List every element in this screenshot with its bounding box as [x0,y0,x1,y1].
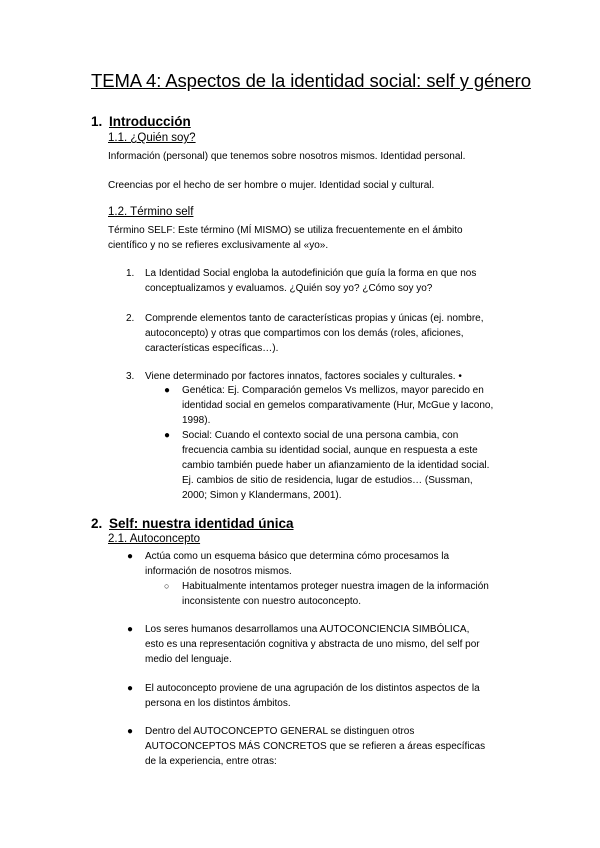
section-number: 1. [91,114,103,129]
text-line: información de nosotros mismos. [145,566,292,577]
text-line: esto es una representación cognitiva y abstracta de uno mismo, del self por [145,639,480,650]
text-line: autoconcepto) y otras que compartimos con los demás (roles, aficiones, [145,328,464,339]
text-line: Creencias por el hecho de ser hombre o mujer. Identidad social y cultural. [108,180,435,191]
bullet-icon: ● [127,624,134,635]
text-line: Genética: Ej. Comparación gemelos Vs mellizos, mayor parecido en [182,385,484,396]
text-line: Comprende elementos tanto de características propias y únicas (ej. nombre, [145,313,484,324]
section-title: Introducción [109,114,191,129]
bullet-icon: ● [127,683,134,694]
bullet-item [145,681,480,711]
text-line: El autoconcepto proviene de una agrupación de los distintos aspectos de la [145,683,480,694]
bullet-icon: ● [164,385,171,396]
paragraph [108,149,465,164]
bullet-item [145,622,480,667]
text-line: cambio también puede haber un afianzamiento de la identidad social. [182,460,490,471]
bullet-icon: ● [164,430,171,441]
text-line: medio del lenguaje. [145,654,232,665]
text-line: Social: Cuando el contexto social de una persona cambia, con [182,430,459,441]
paragraph [108,178,434,193]
text-line: de la experiencia, entre otras: [145,756,277,767]
text-line: Habitualmente intentamos proteger nuestra imagen de la información [182,581,489,592]
subsection-2-1-heading: 2.1. Autoconcepto [108,533,201,545]
list-item [145,369,462,384]
text-line: 2000; Simon y Klandermans, 2001). [182,490,342,501]
sub-bullet-item [182,579,489,609]
list-number: 2. [126,313,135,324]
list-item [145,266,476,296]
text-line: frecuencia cambia su identidad social, aunque en respuesta a este [182,445,478,456]
text-line: conceptualizamos y evaluamos. ¿Quién soy yo? ¿Cómo soy yo? [145,283,433,294]
text-line: Viene determinado por factores innatos, factores sociales y culturales. • [145,371,462,382]
text-line: Dentro del AUTOCONCEPTO GENERAL se distinguen otros [145,726,415,737]
section-title: Self: nuestra identidad única [109,516,294,531]
text-line: Información (personal) que tenemos sobre nosotros mismos. Identidad personal. [108,151,466,162]
bullet-item [145,549,449,579]
list-number: 1. [126,268,135,279]
section-number: 2. [91,516,103,531]
text-line: Término SELF: Este término (MÍ MISMO) se utiliza frecuentemente en el ámbito [108,225,463,236]
subsection-1-2-heading: 1.2. Término self [108,206,194,218]
subsection-1-1-heading: 1.1. ¿Quién soy? [108,132,196,144]
text-line: Actúa como un esquema básico que determina cómo procesamos la [145,551,450,562]
text-line: AUTOCONCEPTOS MÁS CONCRETOS que se refieren a áreas específicas [145,741,486,752]
list-item [145,311,484,356]
text-line: científico y no se refieres exclusivamente al «yo». [108,240,329,251]
bullet-item [182,383,493,428]
text-line: 1998). [182,415,211,426]
bullet-icon: ● [127,551,134,562]
list-number: 3. [126,371,135,382]
bullet-item [145,724,485,769]
text-line: características específicas…). [145,343,279,354]
text-line: inconsistente con nuestro autoconcepto. [182,596,362,607]
paragraph [108,223,463,253]
bullet-icon: ● [127,726,134,737]
text-line: Ej. cambios de sitio de residencia, lugar de estudios… (Sussman, [182,475,473,486]
text-line: persona en los distintos ámbitos. [145,698,291,709]
hollow-bullet-icon: ○ [164,581,170,591]
bullet-item [182,428,489,503]
text-line: La Identidad Social engloba la autodefinición que guía la forma en que nos [145,268,477,279]
text-line: identidad social en gemelos comparativamente (Hur, McGue y Iacono, [182,400,494,411]
page-title: TEMA 4: Aspectos de la identidad social: self y género [91,70,531,91]
text-line: Los seres humanos desarrollamos una AUTOCONCIENCIA SIMBÓLICA, [145,624,470,635]
